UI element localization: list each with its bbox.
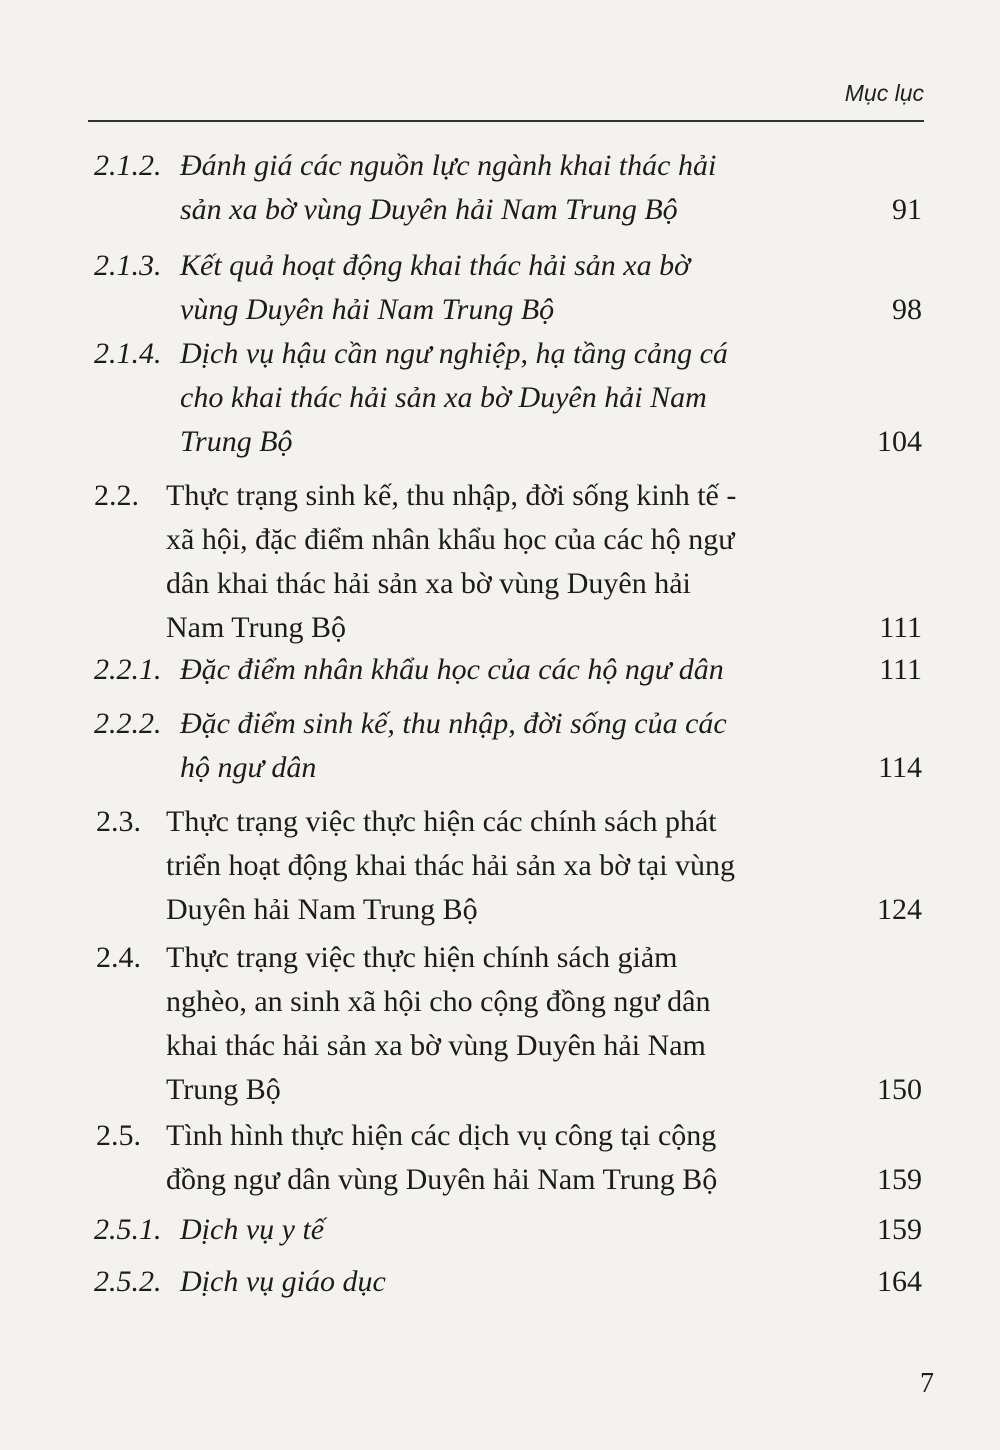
toc-entry-title-line: đồng ngư dân vùng Duyên hải Nam Trung Bộ: [166, 1163, 718, 1196]
toc-entry-number: 2.1.4.: [94, 337, 162, 370]
toc-entry-page: 159: [877, 1213, 922, 1246]
toc-entry-title-line: Kết quả hoạt động khai thác hải sản xa bờ: [180, 249, 691, 282]
toc-entry-number: 2.1.3.: [94, 249, 162, 282]
toc-entry-title-line: vùng Duyên hải Nam Trung Bộ: [180, 293, 555, 326]
toc-entry-title-line: Thực trạng sinh kế, thu nhập, đời sống kinh tế -: [166, 479, 737, 512]
toc-entry-title-line: cho khai thác hải sản xa bờ Duyên hải Nam: [180, 381, 707, 414]
toc-entry-title-line: xã hội, đặc điểm nhân khẩu học của các hộ ngư: [166, 523, 735, 556]
toc-entry-title-line: dân khai thác hải sản xa bờ vùng Duyên hải: [166, 567, 691, 600]
toc-entry-title-line: sản xa bờ vùng Duyên hải Nam Trung Bộ: [180, 193, 678, 226]
toc-entry-title-line: Trung Bộ: [166, 1073, 281, 1106]
toc-entry-title-line: Dịch vụ y tế: [180, 1213, 325, 1246]
toc-entry-page: 111: [879, 653, 922, 686]
toc-entry-title-line: Thực trạng việc thực hiện chính sách giảm: [166, 941, 678, 974]
toc-entry-number: 2.5.2.: [94, 1265, 162, 1298]
toc-entry-page: 114: [878, 751, 922, 784]
header-rule: [88, 120, 924, 122]
toc-entry-page: 124: [877, 893, 922, 926]
toc-entry-page: 111: [879, 611, 922, 644]
toc-entry-page: 150: [877, 1073, 922, 1106]
toc-entry-number: 2.5.1.: [94, 1213, 162, 1246]
page-number: 7: [920, 1368, 934, 1399]
toc-entry-number: 2.5.: [96, 1119, 141, 1152]
toc-entry-title-line: Đặc điểm nhân khẩu học của các hộ ngư dân: [180, 653, 724, 686]
toc-entry-number: 2.3.: [96, 805, 141, 838]
toc-entry-title-line: Đánh giá các nguồn lực ngành khai thác hải: [180, 149, 717, 182]
toc-entry-number: 2.2.1.: [94, 653, 162, 686]
toc-entry-title-line: Tình hình thực hiện các dịch vụ công tại cộng: [166, 1119, 717, 1152]
toc-entry-title-line: Đặc điểm sinh kế, thu nhập, đời sống của các: [180, 707, 727, 740]
toc-entry-title-line: Nam Trung Bộ: [166, 611, 347, 644]
toc-entry-page: 164: [877, 1265, 922, 1298]
toc-entry-title-line: Dịch vụ hậu cần ngư nghiệp, hạ tầng cảng cá: [180, 337, 728, 370]
toc-entry-title-line: hộ ngư dân: [180, 751, 317, 784]
toc-entry-number: 2.1.2.: [94, 149, 162, 182]
toc-entry-title-line: Dịch vụ giáo dục: [180, 1265, 386, 1298]
toc-entry-title-line: khai thác hải sản xa bờ vùng Duyên hải Nam: [166, 1029, 706, 1062]
toc-entry-title-line: Trung Bộ: [180, 425, 293, 458]
toc-entry-title-line: nghèo, an sinh xã hội cho cộng đồng ngư dân: [166, 985, 711, 1018]
toc-entry-title-line: triển hoạt động khai thác hải sản xa bờ tại vùng: [166, 849, 736, 882]
toc-entry-page: 104: [877, 425, 922, 458]
toc-entry-number: 2.2.2.: [94, 707, 162, 740]
toc-entry-page: 91: [892, 193, 922, 226]
toc-entry-number: 2.4.: [96, 941, 141, 974]
running-header: Mục lục: [844, 80, 924, 106]
toc-entry-number: 2.2.: [94, 479, 139, 512]
toc-entry-title-line: Thực trạng việc thực hiện các chính sách phát: [166, 805, 717, 838]
toc-entry-page: 98: [892, 293, 922, 326]
toc-entry-title-line: Duyên hải Nam Trung Bộ: [166, 893, 478, 926]
toc-entry-page: 159: [877, 1163, 922, 1196]
